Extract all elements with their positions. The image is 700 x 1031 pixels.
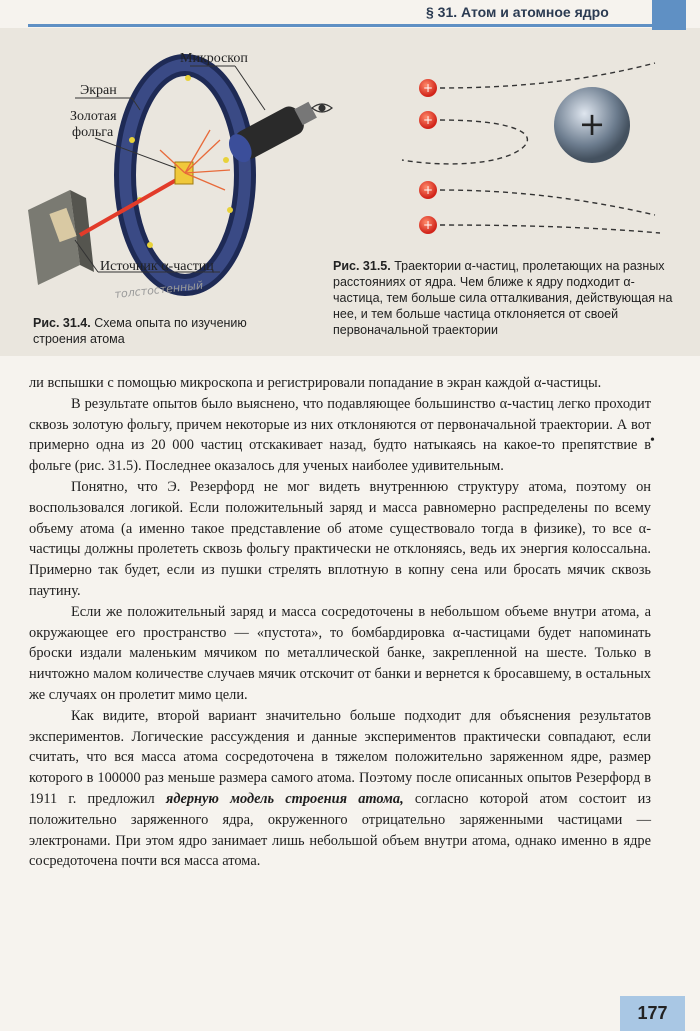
trajectory-4 — [440, 225, 660, 233]
label-microscope: Микроскоп — [180, 51, 248, 66]
caption-figure-31-5-text: Траектории α-частиц, пролетающих на разных расстояниях от ядра. Чем ближе к ядру подходит α-частица, тем больше сила отталкивания, действующая на нее, и тем больше частица отклоняется от своей первоначальной траектории — [333, 259, 673, 337]
label-source: Источник α-частиц — [100, 259, 214, 274]
particle-sign: + — [422, 183, 434, 197]
body-text — [29, 373, 651, 872]
caption-figure-31-4 — [33, 315, 303, 347]
trajectory-1 — [440, 63, 655, 88]
header-tab — [652, 0, 686, 30]
alpha-particle — [419, 181, 437, 199]
section-title: § 31. Атом и атомное ядро — [426, 4, 609, 20]
key-term: ядерную модель строения атома, — [165, 790, 404, 807]
label-foil-1: Золотая — [70, 109, 117, 124]
caption-figure-31-5 — [333, 258, 681, 338]
label-screen: Экран — [80, 83, 117, 98]
caption-figure-31-4-text: Схема опыта по изучению строения атома — [33, 316, 247, 346]
paragraph-5 — [29, 706, 651, 872]
particle-sign: + — [422, 113, 434, 127]
margin-bullet: • — [650, 433, 655, 448]
eye-icon — [312, 104, 332, 112]
alpha-particle — [419, 111, 437, 129]
alpha-particle — [419, 216, 437, 234]
page-number: 177 — [620, 996, 685, 1031]
alpha-source — [28, 190, 94, 285]
trajectory-3 — [440, 190, 655, 215]
handwritten-note: толстостенный — [113, 278, 204, 301]
caption-figure-31-5-number: Рис. 31.5. — [333, 259, 391, 273]
header-rule — [28, 24, 658, 27]
particle-sign: + — [422, 218, 434, 232]
figure-31-5-diagram — [390, 55, 690, 245]
paragraph-5-start: Как видите, второй вариант значительно больше подходит для объяснения результатов экспериментов. Логические рассуждения и данные экспериментов практически совпадают, если считать, что вся масса атома сосредоточена в тяжелом положительно заряженном ядре, размер которого в 100000 раз меньше размера самого атома. Поэтому после описанных опытов Резерфорд в 1911 г. предложил — [29, 707, 651, 807]
caption-figure-31-4-number: Рис. 31.4. — [33, 316, 91, 330]
paragraph-2: В результате опытов было выяснено, что подавляющее большинство α-частиц легко проходит сквозь золотую фольгу, причем некоторые из них отклоняются от первоначальной траектории. А вот примерно одна из 20 000 частиц отскакивает назад, будто натыкаясь на какое-то препятствие в фольге (рис. 31.5). Последнее оказалось для ученых наиболее удивительным. — [29, 395, 651, 475]
particle-sign: + — [422, 81, 434, 95]
paragraph-4: Если же положительный заряд и масса сосредоточены в небольшом объеме внутри атома, а окружающее его пространство — «пустота», то бомбардировка α-частицами будет напоминать броски издали маленьким мячиком по металлической банке, закрепленной на шесте. Только в ничтожно малом количестве случаев мячик отскочит от банки и вернется к бросавшему, в остальных же случаях он пролетит мимо цели. — [29, 603, 651, 703]
paragraph-3: Понятно, что Э. Резерфорд не мог видеть внутреннюю структуру атома, поэтому он воспользовался логикой. Если положительный заряд и масса равномерно распределены по всему объему атома (а именно такое представление об атоме существовало тогда в физике), то все α-частицы должны пролететь сквозь фольгу практически не отклоняясь, ведь их энергия колоссальна. Примерно так будет, если из пушки стрелять вплотную в копну сена или бросать мячик сквозь паутину. — [29, 478, 651, 599]
paragraph-5-end: согласно которой атом состоит из положительно заряженного ядра, окруженного отрицательно заряженными частицами — электронами. При этом ядро занимает лишь небольшой объем внутри атома, однако именно в ядре сосредоточена почти вся масса атома. — [29, 790, 651, 870]
nucleus-sign: + — [578, 105, 606, 143]
paragraph-1: ли вспышки с помощью микроскопа и регистрировали попадание в экран каждой α-частицы. — [29, 375, 602, 391]
figure-31-4-diagram — [20, 40, 350, 330]
alpha-particle — [419, 79, 437, 97]
label-foil-2: фольга — [72, 125, 114, 140]
trajectory-2 — [402, 120, 527, 164]
